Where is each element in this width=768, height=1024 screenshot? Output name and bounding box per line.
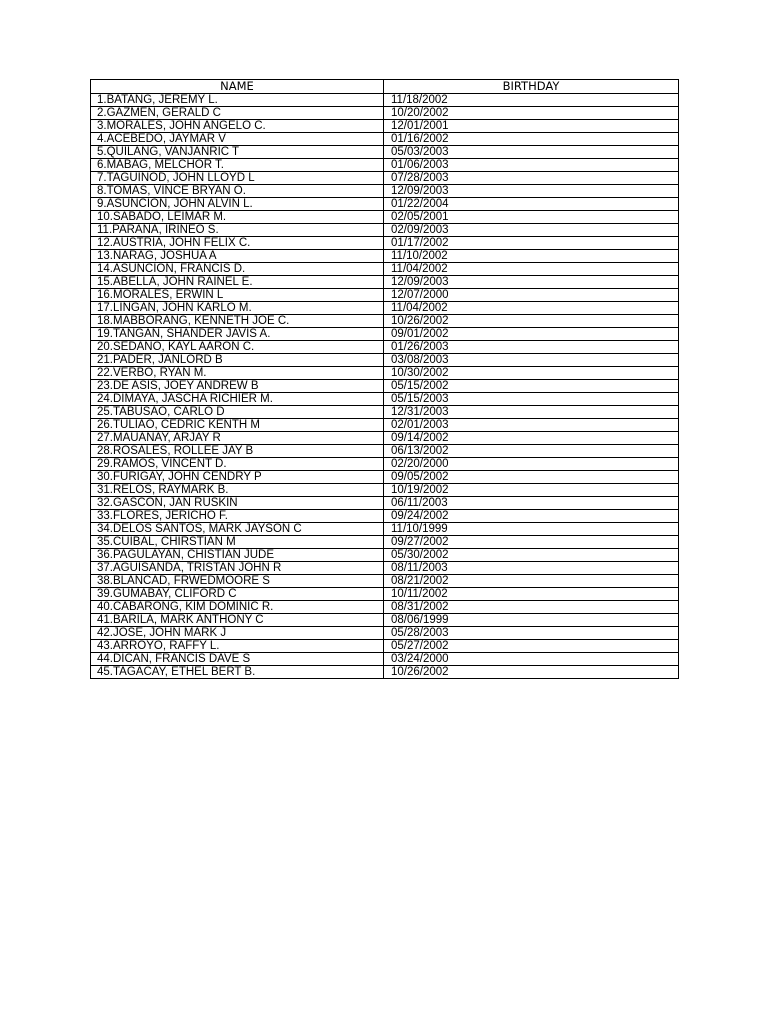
- student-name-cell: 30.FURIGAY, JOHN CENDRY P: [91, 471, 384, 484]
- birthday-cell: 12/09/2003: [384, 185, 679, 198]
- student-name-cell: 11.PARANA, IRINEO S.: [91, 224, 384, 237]
- table-row: [91, 224, 679, 237]
- student-name-cell: 20.SEDANO, KAYL AARON C.: [91, 341, 384, 354]
- birthday-cell: 03/08/2003: [384, 354, 679, 367]
- table-row: [91, 653, 679, 666]
- birthday-cell: 01/06/2003: [384, 159, 679, 172]
- birthday-cell: 12/01/2001: [384, 120, 679, 133]
- student-name-cell: 19.TANGAN, SHANDER JAVIS A.: [91, 328, 384, 341]
- table-row: [91, 523, 679, 536]
- student-name-cell: 7.TAGUINOD, JOHN LLOYD L: [91, 172, 384, 185]
- birthday-cell: 03/24/2000: [384, 653, 679, 666]
- table-row: [91, 367, 679, 380]
- student-name-cell: 25.TABUSAO, CARLO D: [91, 406, 384, 419]
- birthday-cell: 01/16/2002: [384, 133, 679, 146]
- birthday-cell: 10/19/2002: [384, 484, 679, 497]
- birthday-cell: 02/01/2003: [384, 419, 679, 432]
- table-row: [91, 354, 679, 367]
- table-row: [91, 471, 679, 484]
- column-header-name: NAME: [91, 80, 384, 94]
- student-name-cell: 5.QUILANG, VANJANRIC T: [91, 146, 384, 159]
- birthday-cell: 09/24/2002: [384, 510, 679, 523]
- table-row: [91, 666, 679, 679]
- table-row: [91, 172, 679, 185]
- student-name-cell: 34.DELOS SANTOS, MARK JAYSON C: [91, 523, 384, 536]
- student-name-cell: 8.TOMAS, VINCE BRYAN O.: [91, 185, 384, 198]
- table-row: [91, 185, 679, 198]
- birthday-cell: 12/07/2000: [384, 289, 679, 302]
- table-row: [91, 380, 679, 393]
- table-row: [91, 107, 679, 120]
- student-name-cell: 27.MAUANAY, ARJAY R: [91, 432, 384, 445]
- birthday-cell: 02/05/2001: [384, 211, 679, 224]
- table-row: [91, 510, 679, 523]
- table-row: [91, 159, 679, 172]
- birthday-cell: 05/27/2002: [384, 640, 679, 653]
- student-name-cell: 15.ABELLA, JOHN RAINEL E.: [91, 276, 384, 289]
- student-name-cell: 26.TULIAO, CEDRIC KENTH M: [91, 419, 384, 432]
- birthday-cell: 08/21/2002: [384, 575, 679, 588]
- birthday-cell: 08/11/2003: [384, 562, 679, 575]
- student-name-cell: 39.GUMABAY, CLIFORD C: [91, 588, 384, 601]
- birthday-cell: 09/05/2002: [384, 471, 679, 484]
- student-name-cell: 14.ASUNCION, FRANCIS D.: [91, 263, 384, 276]
- birthday-cell: 09/14/2002: [384, 432, 679, 445]
- student-name-cell: 2.GAZMEN, GERALD C: [91, 107, 384, 120]
- birthday-cell: 11/10/1999: [384, 523, 679, 536]
- student-name-cell: 35.CUIBAL, CHIRSTIAN M: [91, 536, 384, 549]
- birthday-cell: 01/26/2003: [384, 341, 679, 354]
- table-row: [91, 133, 679, 146]
- table-row: [91, 575, 679, 588]
- table-row: [91, 315, 679, 328]
- birthday-cell: 11/10/2002: [384, 250, 679, 263]
- student-name-cell: 9.ASUNCION, JOHN ALVIN L.: [91, 198, 384, 211]
- birthday-cell: 05/28/2003: [384, 627, 679, 640]
- table-row: [91, 302, 679, 315]
- table-row: [91, 328, 679, 341]
- birthday-cell: 05/15/2002: [384, 380, 679, 393]
- birthday-cell: 06/13/2002: [384, 445, 679, 458]
- birthday-cell: 05/03/2003: [384, 146, 679, 159]
- table-row: [91, 146, 679, 159]
- student-name-cell: 12.AUSTRIA, JOHN FELIX C.: [91, 237, 384, 250]
- birthday-cell: 12/31/2003: [384, 406, 679, 419]
- student-name-cell: 21.PADER, JANLORD B: [91, 354, 384, 367]
- student-name-cell: 16.MORALES, ERWIN L: [91, 289, 384, 302]
- student-name-cell: 17.LINGAN, JOHN KARLO M.: [91, 302, 384, 315]
- table-row: [91, 601, 679, 614]
- birthday-cell: 10/30/2002: [384, 367, 679, 380]
- student-name-cell: 22.VERBO, RYAN M.: [91, 367, 384, 380]
- table-row: [91, 484, 679, 497]
- student-name-cell: 3.MORALES, JOHN ANGELO C.: [91, 120, 384, 133]
- student-name-cell: 37.AGUISANDA, TRISTAN JOHN R: [91, 562, 384, 575]
- student-name-cell: 43.ARROYO, RAFFY L.: [91, 640, 384, 653]
- student-name-cell: 29.RAMOS, VINCENT D.: [91, 458, 384, 471]
- birthday-cell: 10/20/2002: [384, 107, 679, 120]
- birthday-cell: 10/26/2002: [384, 315, 679, 328]
- table-row: [91, 250, 679, 263]
- student-name-cell: 1.BATANG, JEREMY L.: [91, 94, 384, 107]
- table-row: [91, 94, 679, 107]
- student-name-cell: 10.SABADO, LEIMAR M.: [91, 211, 384, 224]
- student-name-cell: 31.RELOS, RAYMARK B.: [91, 484, 384, 497]
- student-name-cell: 42.JOSE, JOHN MARK J: [91, 627, 384, 640]
- birthday-cell: 08/06/1999: [384, 614, 679, 627]
- student-name-cell: 38.BLANCAD, FRWEDMOORE S: [91, 575, 384, 588]
- birthday-cell: 09/27/2002: [384, 536, 679, 549]
- student-name-cell: 24.DIMAYA, JASCHA RICHIER M.: [91, 393, 384, 406]
- birthday-cell: 11/18/2002: [384, 94, 679, 107]
- student-name-cell: 33.FLORES, JERICHO F.: [91, 510, 384, 523]
- student-name-cell: 28.ROSALES, ROLLEE JAY B: [91, 445, 384, 458]
- birthday-cell: 01/22/2004: [384, 198, 679, 211]
- student-name-cell: 41.BARILA, MARK ANTHONY C: [91, 614, 384, 627]
- student-name-cell: 44.DICAN, FRANCIS DAVE S: [91, 653, 384, 666]
- birthday-cell: 12/09/2003: [384, 276, 679, 289]
- student-name-cell: 32.GASCON, JAN RUSKIN: [91, 497, 384, 510]
- column-header-birthday: BIRTHDAY: [384, 80, 679, 94]
- table-row: [91, 276, 679, 289]
- birthday-cell: 11/04/2002: [384, 302, 679, 315]
- student-name-cell: 18.MABBORANG, KENNETH JOE C.: [91, 315, 384, 328]
- student-name-cell: 4.ACEBEDO, JAYMAR V: [91, 133, 384, 146]
- table-row: [91, 549, 679, 562]
- student-name-cell: 6.MABAG, MELCHOR T.: [91, 159, 384, 172]
- table-row: [91, 627, 679, 640]
- table-row: [91, 419, 679, 432]
- birthday-cell: 05/30/2002: [384, 549, 679, 562]
- table-row: [91, 614, 679, 627]
- birthday-cell: 07/28/2003: [384, 172, 679, 185]
- document-sheet: [90, 79, 678, 679]
- table-row: [91, 562, 679, 575]
- birthday-cell: 05/15/2003: [384, 393, 679, 406]
- birthday-cell: 01/17/2002: [384, 237, 679, 250]
- table-row: [91, 211, 679, 224]
- table-row: [91, 458, 679, 471]
- birthday-cell: 02/20/2000: [384, 458, 679, 471]
- birthday-table: [90, 79, 679, 679]
- student-name-cell: 13.NARAG, JOSHUA A: [91, 250, 384, 263]
- table-row: [91, 393, 679, 406]
- table-row: [91, 588, 679, 601]
- table-body: [91, 94, 679, 679]
- birthday-cell: 06/11/2003: [384, 497, 679, 510]
- student-name-cell: 45.TAGACAY, ETHEL BERT B.: [91, 666, 384, 679]
- table-row: [91, 445, 679, 458]
- table-row: [91, 289, 679, 302]
- birthday-cell: 02/09/2003: [384, 224, 679, 237]
- table-row: [91, 263, 679, 276]
- table-row: [91, 536, 679, 549]
- table-row: [91, 497, 679, 510]
- student-name-cell: 36.PAGULAYAN, CHISTIAN JUDE: [91, 549, 384, 562]
- table-row: [91, 341, 679, 354]
- student-name-cell: 23.DE ASIS, JOEY ANDREW B: [91, 380, 384, 393]
- birthday-cell: 10/11/2002: [384, 588, 679, 601]
- birthday-cell: 10/26/2002: [384, 666, 679, 679]
- table-header-row: [91, 80, 679, 94]
- table-row: [91, 640, 679, 653]
- table-row: [91, 198, 679, 211]
- birthday-cell: 09/01/2002: [384, 328, 679, 341]
- table-row: [91, 120, 679, 133]
- table-row: [91, 406, 679, 419]
- birthday-cell: 11/04/2002: [384, 263, 679, 276]
- birthday-cell: 08/31/2002: [384, 601, 679, 614]
- table-row: [91, 237, 679, 250]
- table-row: [91, 432, 679, 445]
- student-name-cell: 40.CABARONG, KIM DOMINIC R.: [91, 601, 384, 614]
